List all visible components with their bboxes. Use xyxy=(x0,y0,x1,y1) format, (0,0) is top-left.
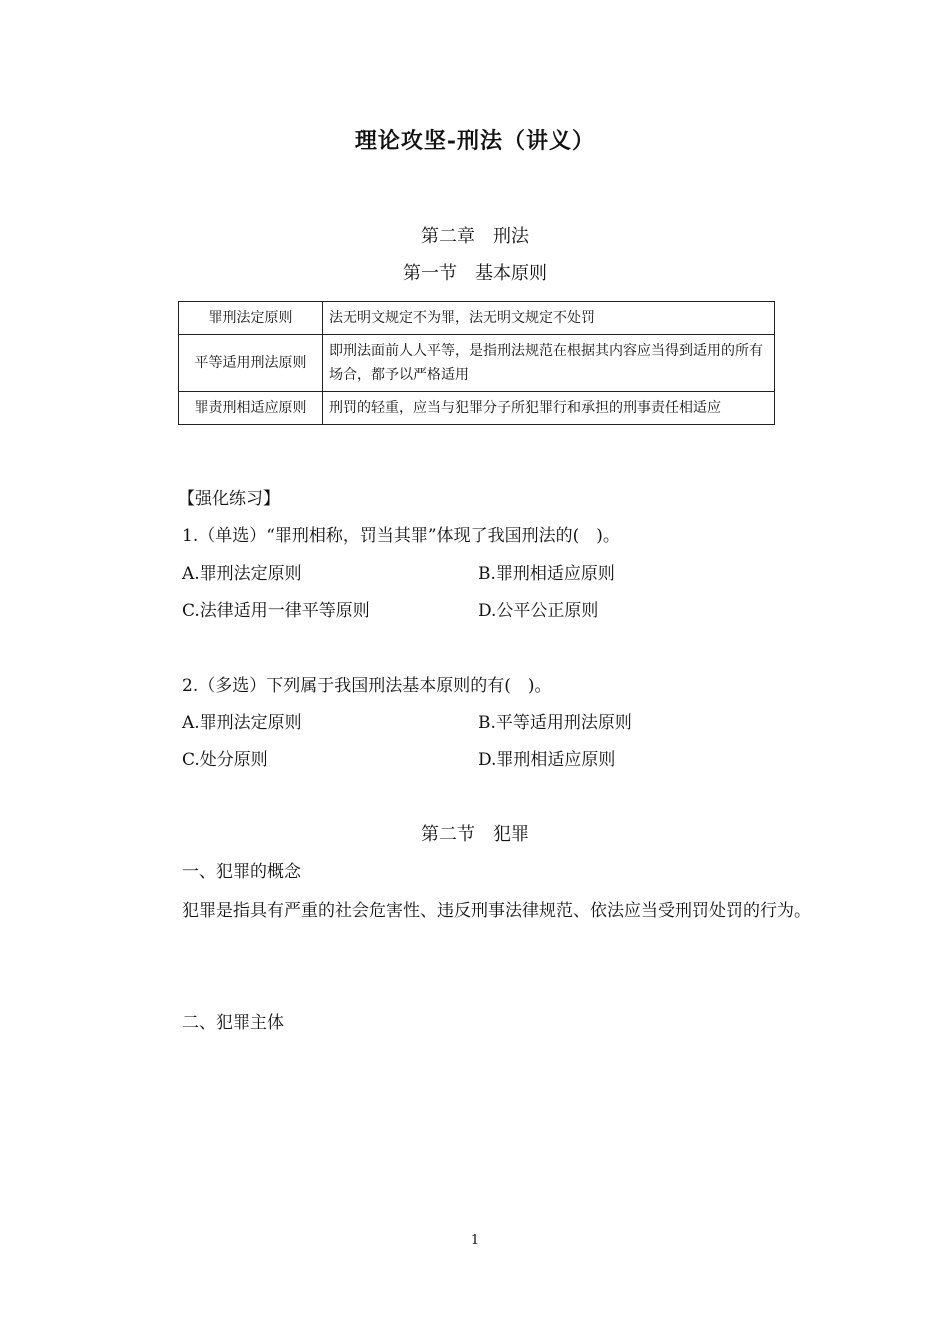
principle-name: 罪刑法定原则 xyxy=(179,302,323,335)
question-1-option-d: D.公平公正原则 xyxy=(478,601,599,621)
question-1-option-b: B.罪刑相适应原则 xyxy=(478,564,615,584)
principle-name: 罪责刑相适应原则 xyxy=(179,392,323,425)
principle-description: 法无明文规定不为罪，法无明文规定不处罚 xyxy=(323,302,775,335)
table-row xyxy=(179,392,775,425)
table-row xyxy=(179,302,775,335)
practice-heading: 【强化练习】 xyxy=(178,489,280,509)
question-2-option-c: C.处分原则 xyxy=(182,750,268,770)
question-2-option-b: B.平等适用刑法原则 xyxy=(478,713,632,733)
question-1-stem: 1.（单选）“罪刑相称，罚当其罪”体现了我国刑法的( )。 xyxy=(182,526,620,546)
principle-description: 刑罚的轻重，应当与犯罪分子所犯罪行和承担的刑事责任相适应 xyxy=(323,392,775,425)
table-row xyxy=(179,335,775,392)
section-title-basic-principles: 第一节 基本原则 xyxy=(403,263,547,284)
principle-name: 平等适用刑法原则 xyxy=(179,335,323,392)
page-number: 1 xyxy=(470,1233,480,1248)
principle-description: 即刑法面前人人平等，是指刑法规范在根据其内容应当得到适用的所有场合，都予以严格适用 xyxy=(323,335,775,392)
question-2-option-d: D.罪刑相适应原则 xyxy=(478,750,616,770)
question-2-option-a: A.罪刑法定原则 xyxy=(182,713,302,733)
question-1-option-c: C.法律适用一律平等原则 xyxy=(182,601,370,621)
question-1-option-a: A.罪刑法定原则 xyxy=(182,564,302,584)
subheading-crime-subject: 二、犯罪主体 xyxy=(182,1013,284,1033)
section-title-crime: 第二节 犯罪 xyxy=(421,824,529,845)
page-title: 理论攻坚-刑法（讲义） xyxy=(354,128,596,154)
crime-definition-paragraph: 犯罪是指具有严重的社会危害性、违反刑事法律规范、依法应当受刑罚处罚的行为。 xyxy=(182,901,811,921)
question-2-stem: 2.（多选）下列属于我国刑法基本原则的有( )。 xyxy=(182,676,552,696)
chapter-title: 第二章 刑法 xyxy=(421,226,529,247)
subheading-crime-concept: 一、犯罪的概念 xyxy=(182,862,301,882)
principles-table xyxy=(178,301,775,425)
